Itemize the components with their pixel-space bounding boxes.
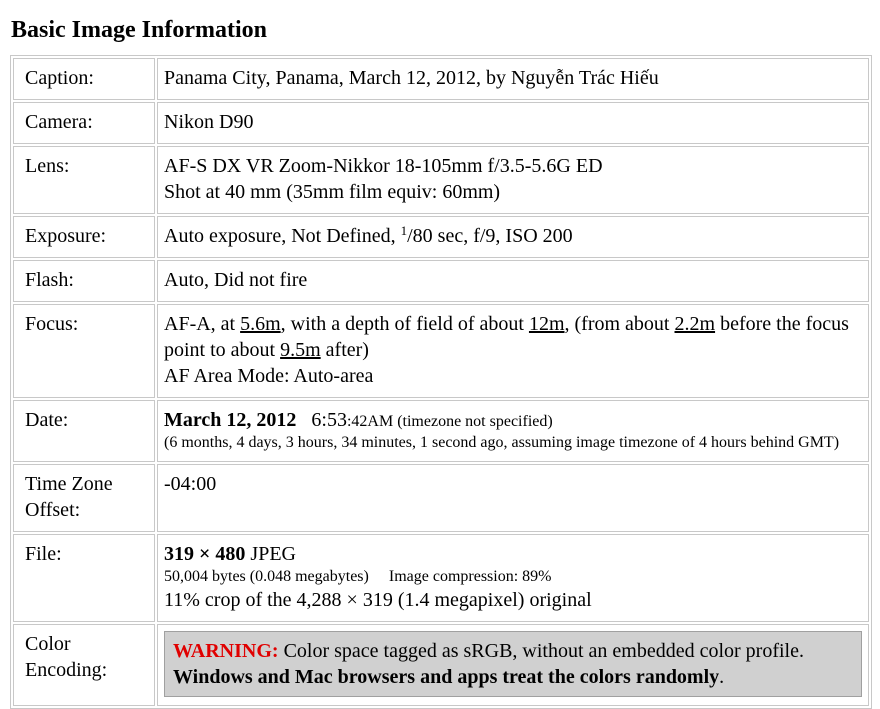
camera-label: Camera: [13, 102, 155, 144]
file-dims-line [164, 541, 862, 567]
date-label: Date: [13, 400, 155, 462]
table-row-timezone [13, 464, 869, 532]
timezone-label-1: Time Zone [25, 473, 113, 495]
dof-link[interactable]: 12m [528, 313, 565, 335]
file-crop: 11% crop of the 4,288 × 319 (1.4 megapixel) original [164, 589, 592, 611]
table-row-camera [13, 102, 869, 144]
date-line [164, 407, 862, 433]
caption-label: Caption: [13, 58, 155, 100]
focus-text-4: before the focus point to about [164, 313, 849, 361]
table-row-caption [13, 58, 869, 100]
caption-value: Panama City, Panama, March 12, 2012, by Nguyễn Trác Hiếu [157, 58, 869, 100]
lens-value [157, 146, 869, 214]
camera-value: Nikon D90 [157, 102, 869, 144]
flash-value: Auto, Did not fire [157, 260, 869, 302]
exposure-numerator: 1 [400, 223, 408, 238]
file-format: JPEG [245, 543, 296, 565]
date-main: March 12, 2012 [164, 409, 297, 431]
file-bytes: 50,004 bytes (0.048 megabytes) [164, 568, 369, 585]
table-row-flash [13, 260, 869, 302]
color-value [157, 624, 869, 706]
table-row-focus [13, 304, 869, 398]
timezone-label [13, 464, 155, 532]
far-limit-link[interactable]: 9.5m [280, 339, 321, 361]
file-size-line [164, 567, 862, 587]
table-row-exposure [13, 216, 869, 258]
table-row-lens [13, 146, 869, 214]
warning-text-bold: Windows and Mac browsers and apps treat the colors randomly [173, 666, 720, 688]
warning-label: WARNING: [173, 640, 279, 662]
page-title: Basic Image Information [11, 17, 267, 43]
color-label [13, 624, 155, 706]
focus-value [157, 304, 869, 398]
warning-text-end: . [719, 666, 725, 688]
focus-text-1: AF-A, at [164, 313, 241, 335]
lens-label: Lens: [13, 146, 155, 214]
warning-text-1: Color space tagged as sRGB, without an embedded color profile. [278, 640, 804, 662]
file-compression: Image compression: 89% [388, 568, 552, 585]
color-label-2: Encoding: [25, 659, 108, 681]
file-value [157, 534, 869, 622]
exposure-label: Exposure: [13, 216, 155, 258]
timezone-value: -04:00 [157, 464, 869, 532]
time-seconds: :42AM [346, 413, 394, 430]
exposure-value [157, 216, 869, 258]
focus-distance-link[interactable]: 5.6m [240, 313, 281, 335]
focus-text [164, 311, 862, 363]
table-row-date [13, 400, 869, 462]
af-area-mode: AF Area Mode: Auto-area [164, 365, 374, 387]
color-warning-box [164, 631, 862, 697]
time-hm: 6:53 [311, 409, 347, 431]
file-dimensions: 319 × 480 [164, 543, 246, 565]
table-row-color [13, 624, 869, 706]
exposure-suffix: /80 sec, f/9, ISO 200 [407, 225, 573, 247]
timezone-note: (timezone not specified) [393, 413, 553, 430]
focus-label: Focus: [13, 304, 155, 398]
date-value [157, 400, 869, 462]
lens-focal: Shot at 40 mm (35mm film equiv: 60mm) [164, 181, 501, 203]
info-table [10, 55, 872, 709]
lens-model: AF-S DX VR Zoom-Nikkor 18-105mm f/3.5-5.6G ED [164, 155, 603, 177]
focus-text-3: , (from about [564, 313, 675, 335]
flash-label: Flash: [13, 260, 155, 302]
file-label: File: [13, 534, 155, 622]
color-label-1: Color [25, 633, 71, 655]
near-limit-link[interactable]: 2.2m [674, 313, 716, 335]
date-ago: (6 months, 4 days, 3 hours, 34 minutes, 1 second ago, assuming image timezone of 4 hours behind GMT) [164, 434, 840, 451]
focus-text-2: , with a depth of field of about [280, 313, 529, 335]
exposure-prefix: Auto exposure, Not Defined, [164, 225, 401, 247]
focus-text-5: after) [320, 339, 369, 361]
timezone-label-2: Offset: [25, 499, 81, 521]
table-row-file [13, 534, 869, 622]
